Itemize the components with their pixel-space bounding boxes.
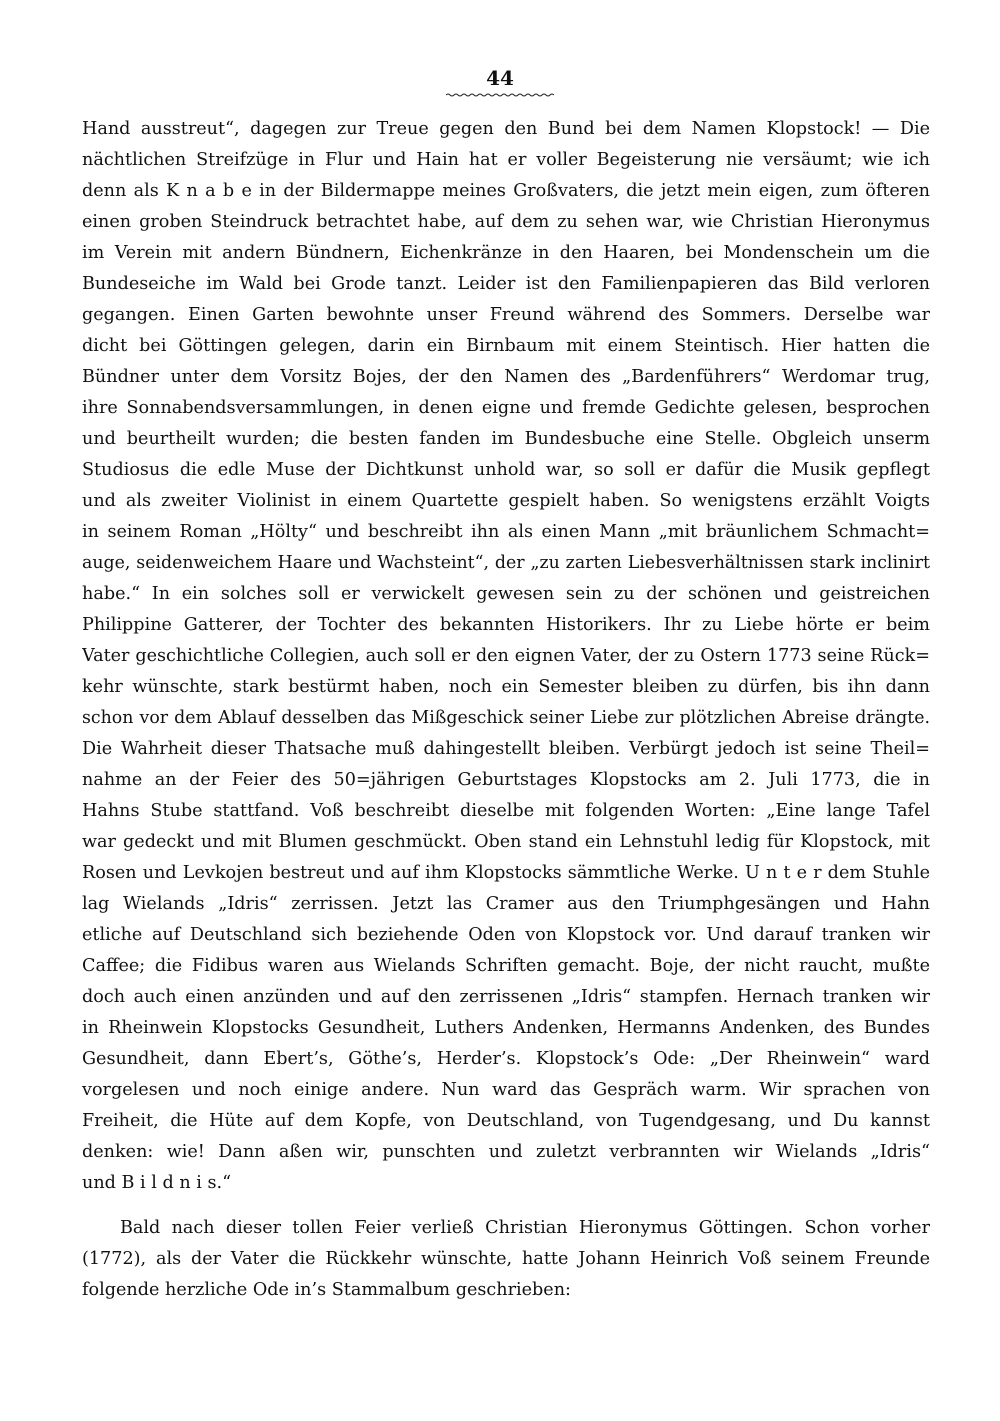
text-line: Die Wahrheit dieser Thatsache muß dahingestellt bleiben. Verbürgt jedoch ist seine Theil= — [82, 739, 930, 759]
text-line: etliche auf Deutschland sich beziehende Oden von Klopstock vor. Und darauf tranken wir — [82, 925, 930, 945]
text-line: gegangen. Einen Garten bewohnte unser Freund während des Sommers. Derselbe war — [82, 305, 930, 325]
text-line: in Rheinwein Klopstocks Gesundheit, Luthers Andenken, Hermanns Andenken, des Bundes — [82, 1018, 930, 1038]
text-line: Bündner unter dem Vorsitz Bojes, der den Namen des „Bardenführers“ Werdomar trug, — [82, 367, 930, 387]
text-line: Freiheit, die Hüte auf dem Kopfe, von Deutschland, von Tugendgesang, und Du kannst — [82, 1111, 930, 1131]
text-line: Gesundheit, dann Ebert’s, Göthe’s, Herder’s. Klopstock’s Ode: „Der Rheinwein“ ward — [82, 1049, 930, 1069]
text-line: denn als K n a b e in der Bildermappe meines Großvaters, die jetzt mein eigen, zum öfteren — [82, 181, 930, 201]
text-line: nächtlichen Streifzüge in Flur und Hain hat er voller Begeisterung nie versäumt; wie ich — [82, 150, 930, 170]
text-line: dicht bei Göttingen gelegen, darin ein Birnbaum mit einem Steintisch. Hier hatten die — [82, 336, 930, 356]
text-line: in seinem Roman „Hölty“ und beschreibt ihn als einen Mann „mit bräunlichem Schmacht= — [82, 522, 930, 542]
text-line: vorgelesen und noch einige andere. Nun ward das Gespräch warm. Wir sprachen von — [82, 1080, 930, 1100]
text-line: schon vor dem Ablauf desselben das Mißgeschick seiner Liebe zur plötzlichen Abreise drängte. — [82, 708, 930, 728]
text-line: und B i l d n i s.“ — [82, 1173, 232, 1193]
text-line: ihre Sonnabendsversammlungen, in denen eigne und fremde Gedichte gelesen, besprochen — [82, 398, 930, 418]
text-line: und als zweiter Violinist in einem Quartette gespielt haben. So wenigstens erzählt Voigts — [82, 491, 930, 511]
page-number: 44 — [486, 66, 514, 90]
text-line: habe.“ In ein solches soll er verwickelt gewesen sein zu der schönen und geistreichen — [82, 584, 930, 604]
paragraph-spacer — [82, 1199, 930, 1213]
text-line: einen groben Steindruck betrachtet habe, auf dem zu sehen war, wie Christian Hieronymus — [82, 212, 930, 232]
text-line: war gedeckt und mit Blumen geschmückt. Oben stand ein Lehnstuhl ledig für Klopstock, mit — [82, 832, 930, 852]
text-line: nahme an der Feier des 50=jährigen Geburtstages Klopstocks am 2. Juli 1773, die in — [82, 770, 930, 790]
text-line: Studiosus die edle Muse der Dichtkunst unhold war, so soll er dafür die Musik gepflegt — [82, 460, 930, 480]
paragraph — [82, 1213, 930, 1306]
text-line: Hand ausstreut“, dagegen zur Treue gegen den Bund bei dem Namen Klopstock! — Die — [82, 119, 930, 139]
text-line: im Verein mit andern Bündnern, Eichenkränze in den Haaren, bei Mondenschein um die — [82, 243, 930, 263]
text-line: Bundeseiche im Wald bei Grode tanzt. Leider ist den Familienpapieren das Bild verloren — [82, 274, 930, 294]
text-line: Vater geschichtliche Collegien, auch soll er den eignen Vater, der zu Ostern 1773 seine Rück= — [82, 646, 930, 666]
paragraph — [82, 114, 930, 1199]
text-line: Hahns Stube stattfand. Voß beschreibt dieselbe mit folgenden Worten: „Eine lange Tafel — [82, 801, 930, 821]
text-line: doch auch einen anzünden und auf den zerrissenen „Idris“ stampfen. Hernach tranken wir — [82, 987, 930, 1007]
text-line: auge, seidenweichem Haare und Wachsteint“, der „zu zarten Liebesverhältnissen stark inclinirt — [82, 553, 930, 573]
text-line: Rosen und Levkojen bestreut und auf ihm Klopstocks sämmtliche Werke. U n t e r dem Stuhle — [82, 863, 930, 883]
text-line: Philippine Gatterer, der Tochter des bekannten Historikers. Ihr zu Liebe hörte er beim — [82, 615, 930, 635]
page-number-underline — [446, 93, 554, 97]
text-line: lag Wielands „Idris“ zerrissen. Jetzt las Cramer aus den Triumphgesängen und Hahn — [82, 894, 930, 914]
text-line: Bald nach dieser tollen Feier verließ Christian Hieronymus Göttingen. Schon vorher — [120, 1218, 930, 1238]
text-line: Caffee; die Fidibus waren aus Wielands Schriften gemacht. Boje, der nicht raucht, mußte — [82, 956, 930, 976]
text-line: und beurtheilt wurden; die besten fanden im Bundesbuche eine Stelle. Obgleich unserm — [82, 429, 930, 449]
text-line: (1772), als der Vater die Rückkehr wünschte, hatte Johann Heinrich Voß seinem Freunde — [82, 1249, 930, 1269]
text-line: folgende herzliche Ode in’s Stammalbum geschrieben: — [82, 1280, 571, 1300]
text-line: kehr wünschte, stark bestürmt haben, noch ein Semester bleiben zu dürfen, bis ihn dann — [82, 677, 930, 697]
text-line: denken: wie! Dann aßen wir, punschten und zuletzt verbrannten wir Wielands „Idris“ — [82, 1142, 930, 1162]
body-text — [82, 114, 930, 1306]
